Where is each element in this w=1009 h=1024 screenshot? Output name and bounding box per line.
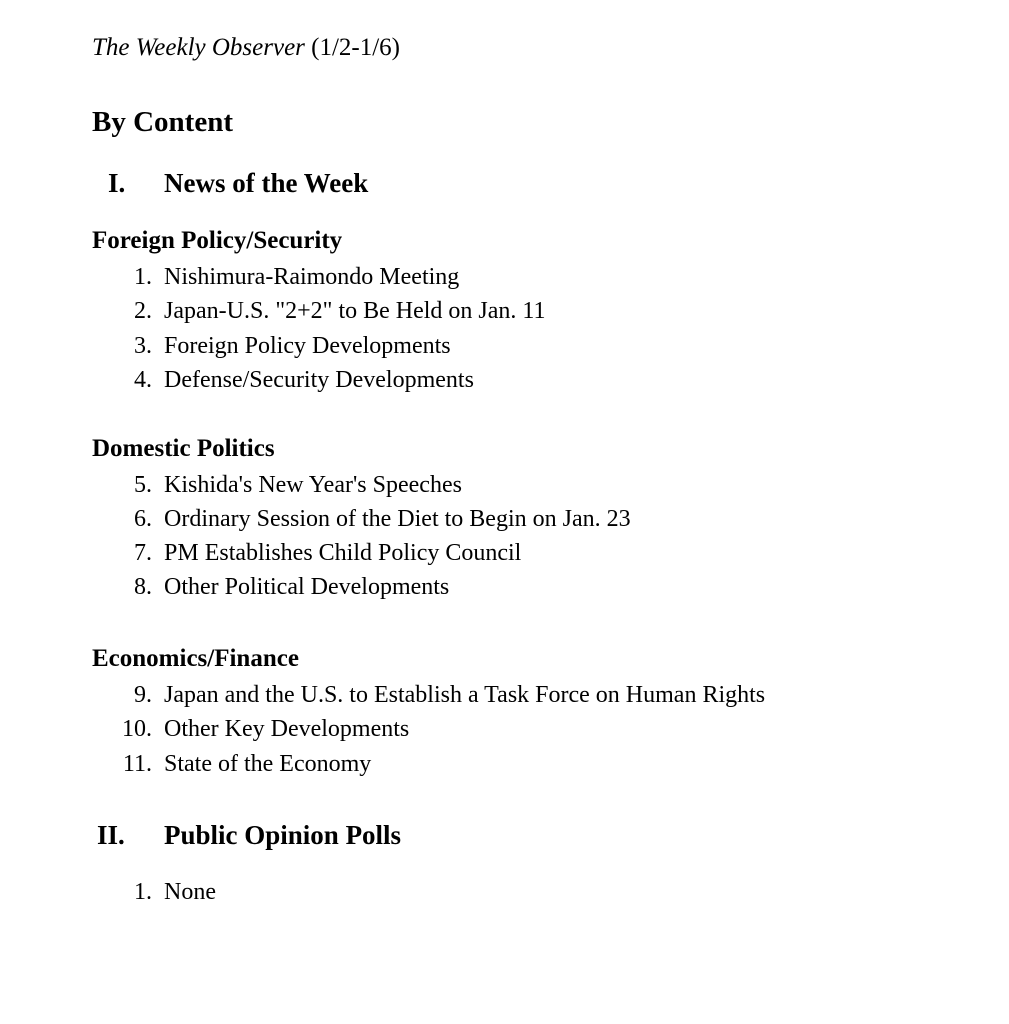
item-title: Other Political Developments bbox=[164, 574, 450, 600]
item-title: Ordinary Session of the Diet to Begin on Jan. 23 bbox=[164, 506, 631, 532]
publication-header bbox=[92, 32, 400, 64]
part-numeral: I. bbox=[108, 168, 126, 198]
item-title: Foreign Policy Developments bbox=[164, 333, 451, 359]
toc-heading: By Content bbox=[92, 106, 233, 138]
item-title: Other Key Developments bbox=[164, 716, 410, 742]
group-heading-foreign-policy: Foreign Policy/Security bbox=[92, 227, 343, 254]
group-heading-domestic-politics: Domestic Politics bbox=[92, 435, 275, 462]
part-title: Public Opinion Polls bbox=[164, 820, 402, 850]
item-number: 10. bbox=[122, 716, 152, 742]
date-range: (1/2-1/6) bbox=[304, 34, 401, 61]
item-title: Defense/Security Developments bbox=[164, 367, 474, 393]
item-title: None bbox=[164, 879, 216, 905]
item-title: Japan-U.S. "2+2" to Be Held on Jan. 11 bbox=[164, 298, 546, 324]
item-number: 1. bbox=[134, 264, 152, 290]
part-numeral: II. bbox=[97, 820, 125, 850]
group-heading-economics-finance: Economics/Finance bbox=[92, 645, 299, 672]
item-number: 7. bbox=[134, 540, 152, 566]
item-number: 6. bbox=[134, 506, 152, 532]
item-title: Japan and the U.S. to Establish a Task Force on Human Rights bbox=[164, 682, 766, 708]
item-number: 8. bbox=[134, 574, 152, 600]
item-number: 5. bbox=[134, 472, 152, 498]
item-title: Nishimura-Raimondo Meeting bbox=[164, 264, 460, 290]
item-number: 1. bbox=[134, 879, 152, 905]
item-number: 4. bbox=[134, 367, 152, 393]
item-number: 2. bbox=[134, 298, 152, 324]
item-number: 9. bbox=[134, 682, 152, 708]
item-title: Kishida's New Year's Speeches bbox=[164, 472, 462, 498]
item-title: PM Establishes Child Policy Council bbox=[164, 540, 522, 566]
publication-name: The Weekly Observer bbox=[92, 34, 305, 61]
item-number: 3. bbox=[134, 333, 152, 359]
part-title: News of the Week bbox=[164, 168, 369, 198]
item-number: 11. bbox=[122, 751, 152, 777]
item-title: State of the Economy bbox=[164, 751, 372, 777]
